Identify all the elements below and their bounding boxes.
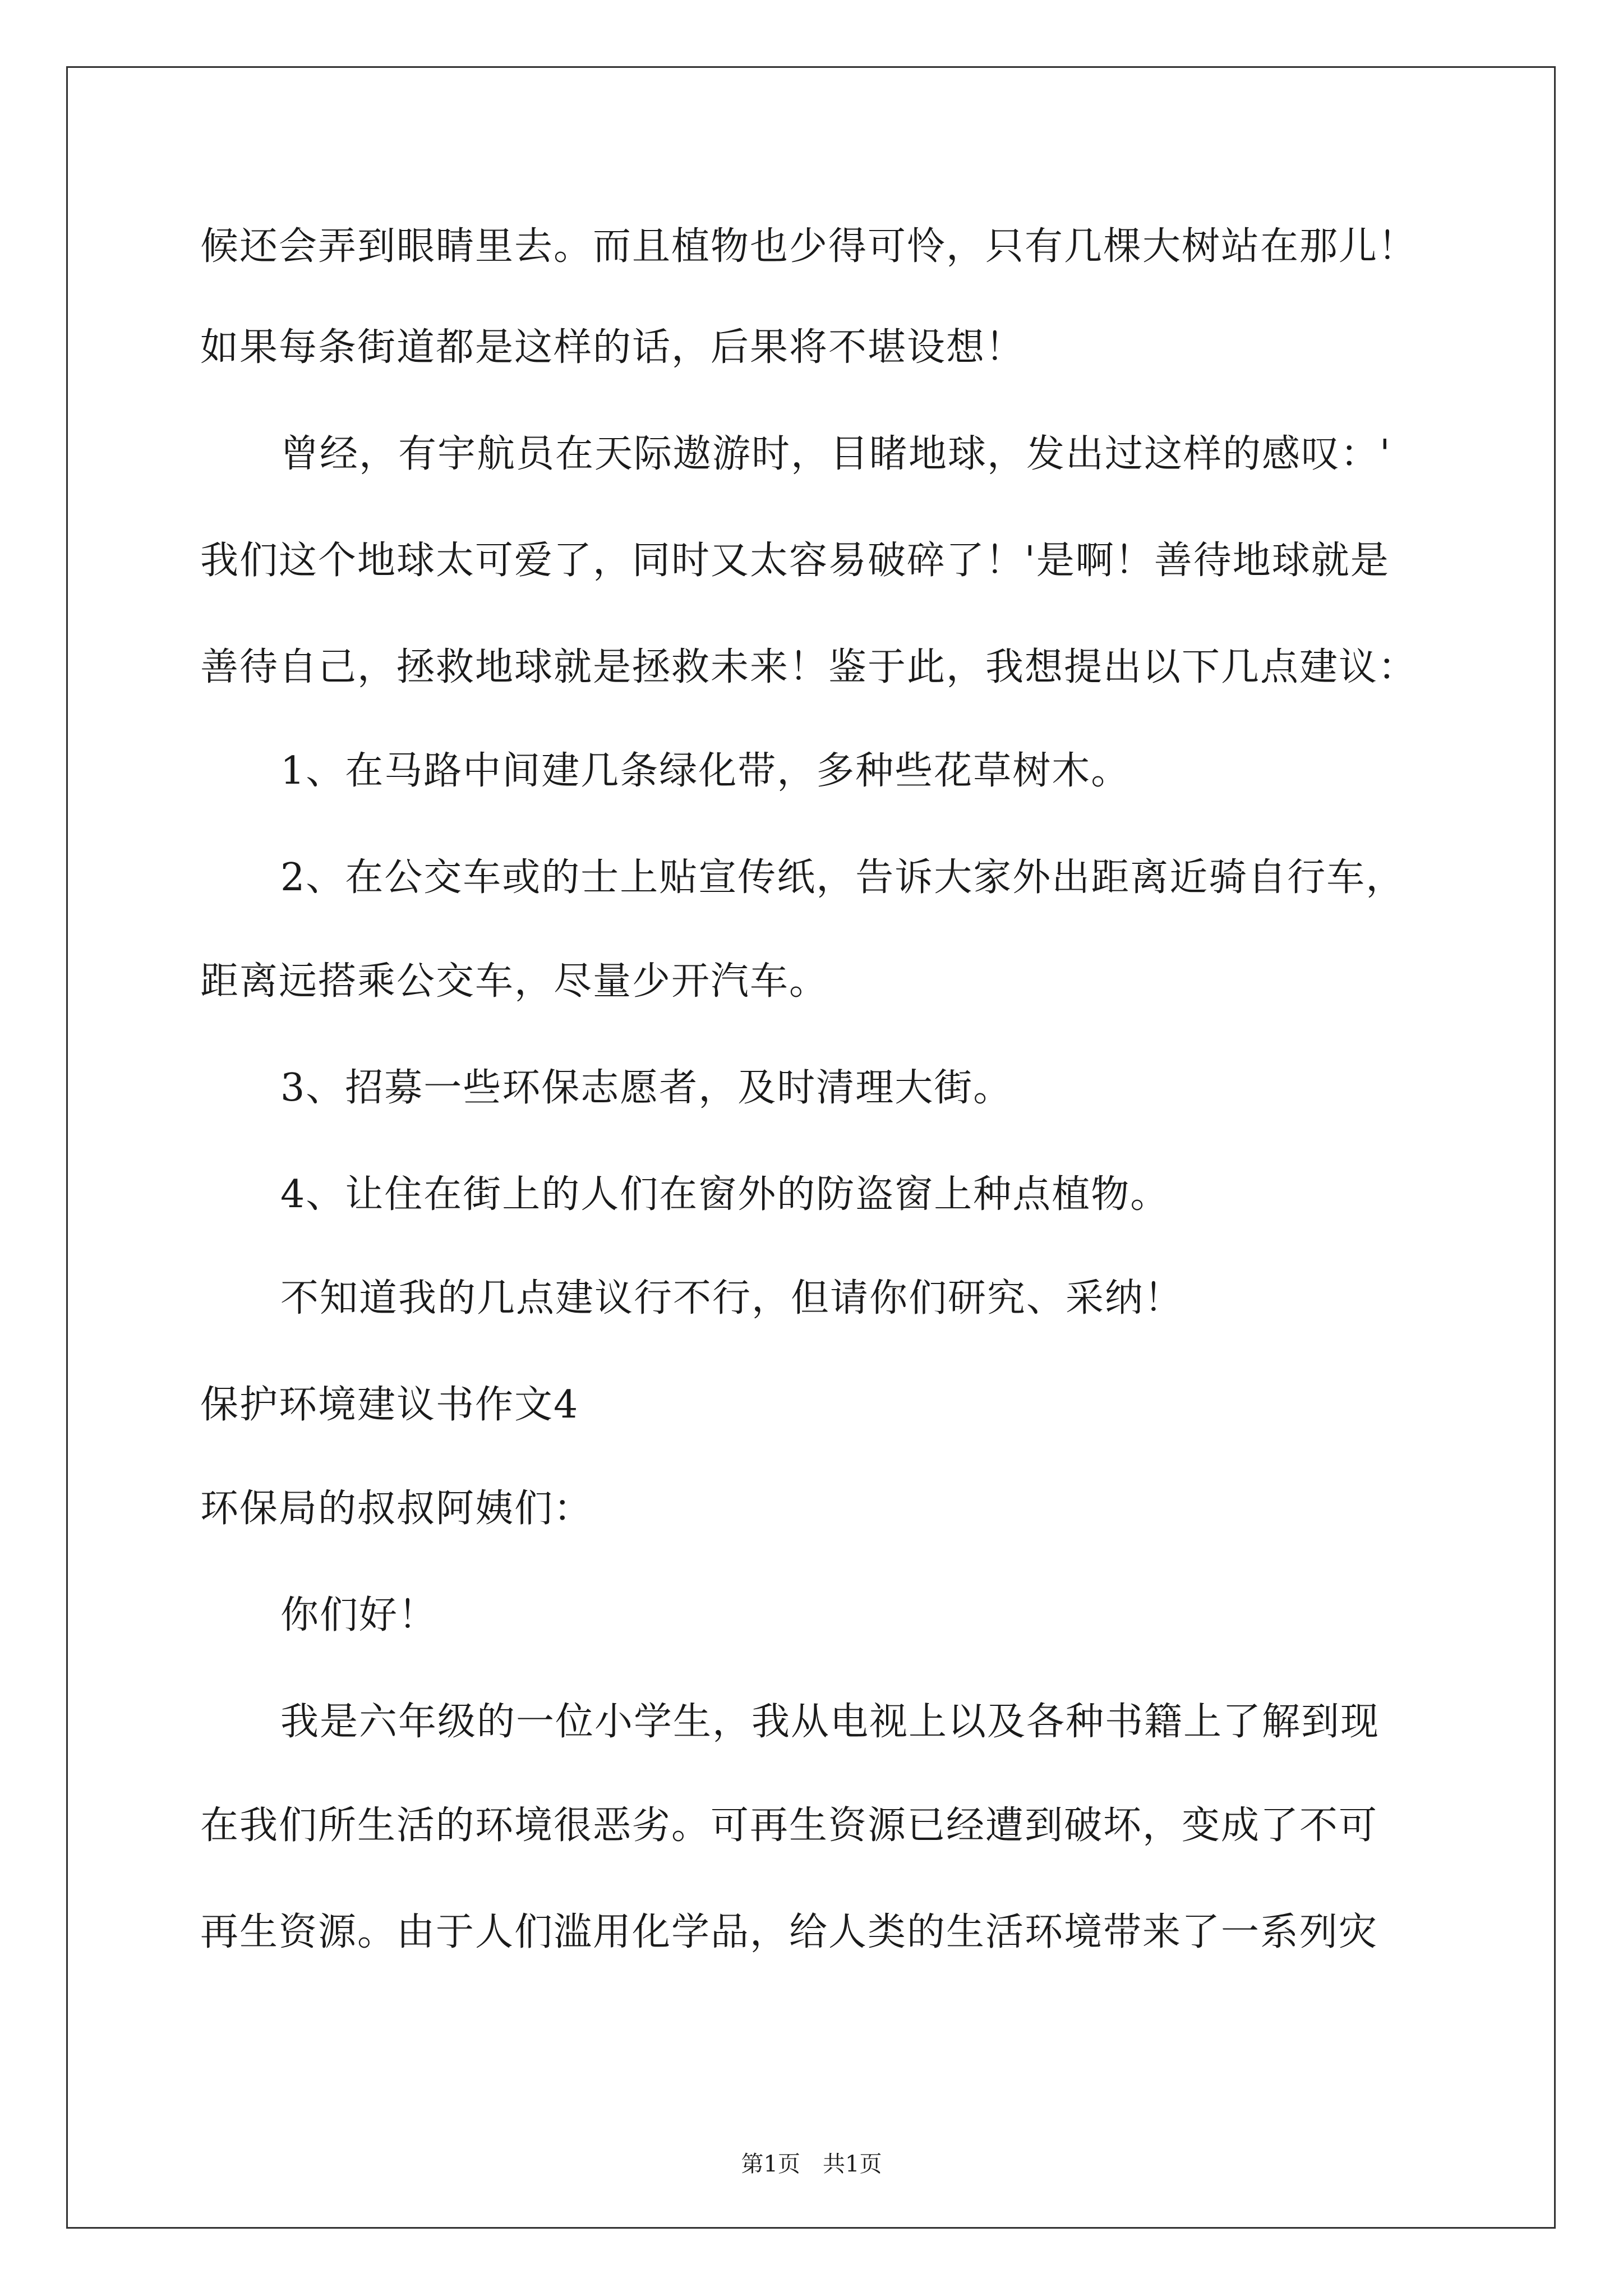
text-line: 不知道我的几点建议行不行，但请你们研究、采纳！ [280, 1276, 1184, 1320]
text-line: 曾经，有宇航员在天际遨游时，目睹地球，发出过这样的感叹：' [280, 432, 1391, 476]
text-line: 1、在马路中间建几条绿化带，多种些花草树木。 [280, 749, 1131, 793]
page-number: 第1页 共1页 [741, 2151, 882, 2177]
text-line: 我们这个地球太可爱了，同时又太容易破碎了！'是啊！善待地球就是 [200, 539, 1390, 583]
text-line: 候还会弄到眼睛里去。而且植物也少得可怜，只有几棵大树站在那儿！ [200, 224, 1418, 269]
text-line: 4、让住在街上的人们在窗外的防盗窗上种点植物。 [280, 1172, 1170, 1217]
salutation: 环保局的叔叔阿姨们： [200, 1487, 593, 1531]
text-line: 3、招募一些环保志愿者，及时清理大街。 [280, 1066, 1013, 1110]
text-line: 距离远搭乘公交车，尽量少开汽车。 [200, 959, 829, 1004]
greeting: 你们好！ [280, 1593, 438, 1637]
text-line: 2、在公交车或的士上贴宣传纸，告诉大家外出距离近骑自行车， [280, 855, 1405, 900]
text-line: 如果每条街道都是这样的话，后果将不堪设想！ [200, 325, 1025, 370]
text-line: 善待自己，拯救地球就是拯救未来！鉴于此，我想提出以下几点建议： [200, 645, 1418, 689]
section-heading: 保护环境建议书作文4 [200, 1383, 579, 1427]
text-line: 在我们所生活的环境很恶劣。可再生资源已经遭到破坏，变成了不可 [200, 1803, 1378, 1848]
text-line: 再生资源。由于人们滥用化学品，给人类的生活环境带来了一系列灾 [200, 1910, 1378, 1954]
text-line: 我是六年级的一位小学生，我从电视上以及各种书籍上了解到现 [280, 1700, 1380, 1744]
